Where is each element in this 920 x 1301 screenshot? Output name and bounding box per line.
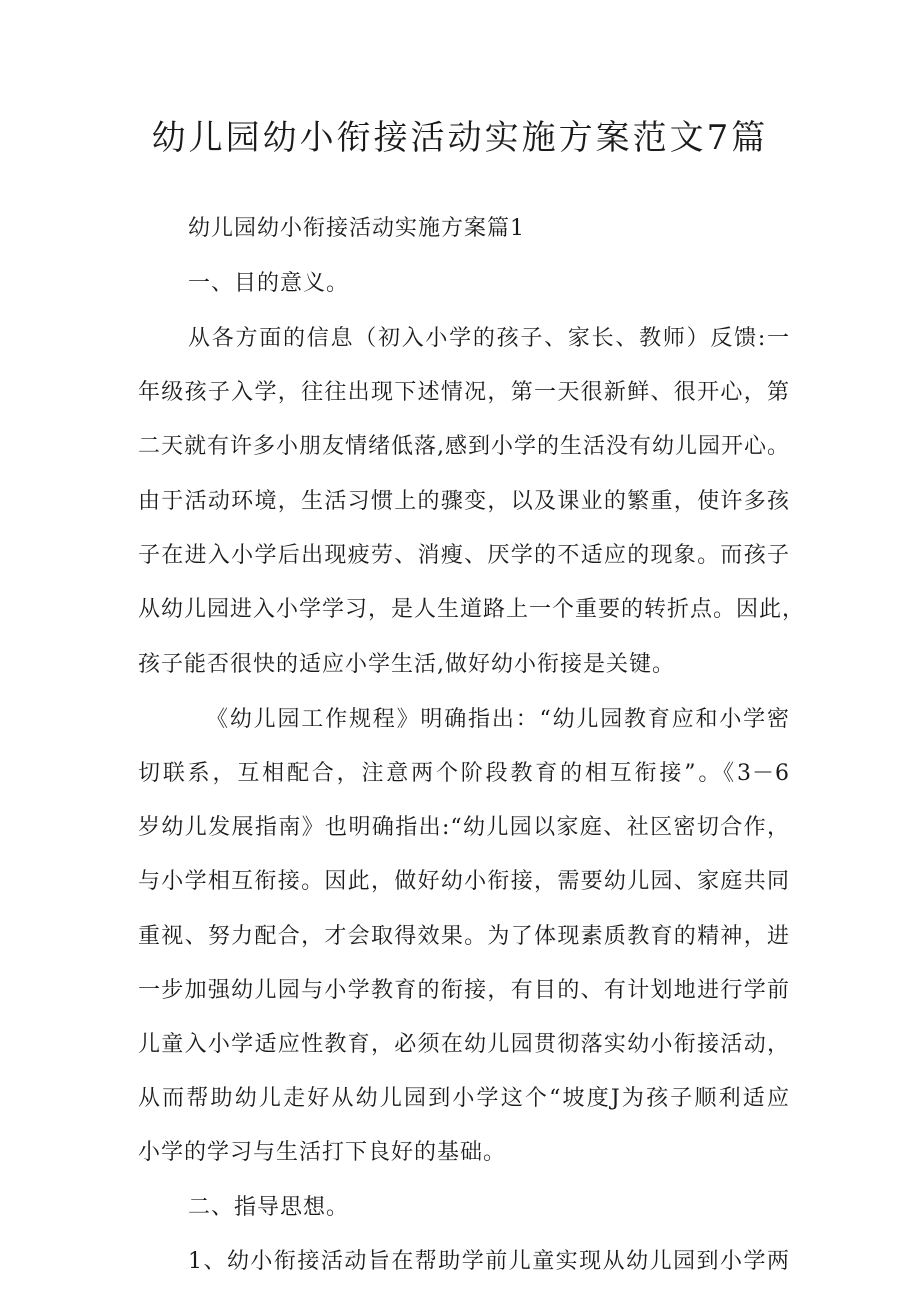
paragraph-line: 孩子能否很快的适应小学生活,做好幼小衔接是关键。 <box>138 652 675 677</box>
paragraph-line: 重视、努力配合，才会取得效果。为了体现素质教育的精神，进 <box>138 924 790 949</box>
paragraph-line: 从而帮助幼儿走好从幼儿园到小学这个“坡度J为孩子顺利适应 <box>138 1086 790 1111</box>
heading-guiding-thought: 二、指导思想。 <box>188 1195 350 1220</box>
paragraph-line: 年级孩子入学，往往出现下述情况，第一天很新鲜、很开心，第 <box>138 380 790 405</box>
paragraph-line: 子在进入小学后出现疲劳、消瘦、厌学的不适应的现象。而孩子 <box>138 543 790 568</box>
paragraph-line: 小学的学习与生活打下良好的基础。 <box>138 1140 507 1165</box>
section-title: 幼儿园幼小衔接活动实施方案篇1 <box>188 216 525 241</box>
paragraph-line: 从幼儿园进入小学学习，是人生道路上一个重要的转折点。因此， <box>138 597 806 622</box>
paragraph-line: 一步加强幼儿园与小学教育的衔接，有目的、有计划地进行学前 <box>138 978 790 1003</box>
paragraph-line: 1、幼小衔接活动旨在帮助学前儿童实现从幼儿园到小学两 <box>188 1249 790 1274</box>
document-title: 幼儿园幼小衔接活动实施方案范文7篇 <box>151 118 769 158</box>
paragraph-line: 切联系，互相配合，注意两个阶段教育的相互衔接”。《3－6 <box>138 761 790 786</box>
paragraph-line: 《幼儿园工作规程》明确指出：“幼儿园教育应和小学密 <box>206 707 790 732</box>
paragraph-line: 儿童入小学适应性教育，必须在幼儿园贯彻落实幼小衔接活动， <box>138 1032 790 1057</box>
paragraph-line: 由于活动环境，生活习惯上的骤变，以及课业的繁重，使许多孩 <box>138 489 790 514</box>
paragraph-line: 岁幼儿发展指南》也明确指出:“幼儿园以家庭、社区密切合作， <box>138 815 790 840</box>
paragraph-line: 与小学相互衔接。因此，做好幼小衔接，需要幼儿园、家庭共同 <box>138 869 790 894</box>
paragraph-line: 二天就有许多小朋友情绪低落,感到小学的生活没有幼儿园开心。 <box>138 434 790 459</box>
paragraph-line: 从各方面的信息（初入小学的孩子、家长、教师）反馈:一 <box>188 326 790 351</box>
heading-purpose: 一、目的意义。 <box>188 271 350 296</box>
